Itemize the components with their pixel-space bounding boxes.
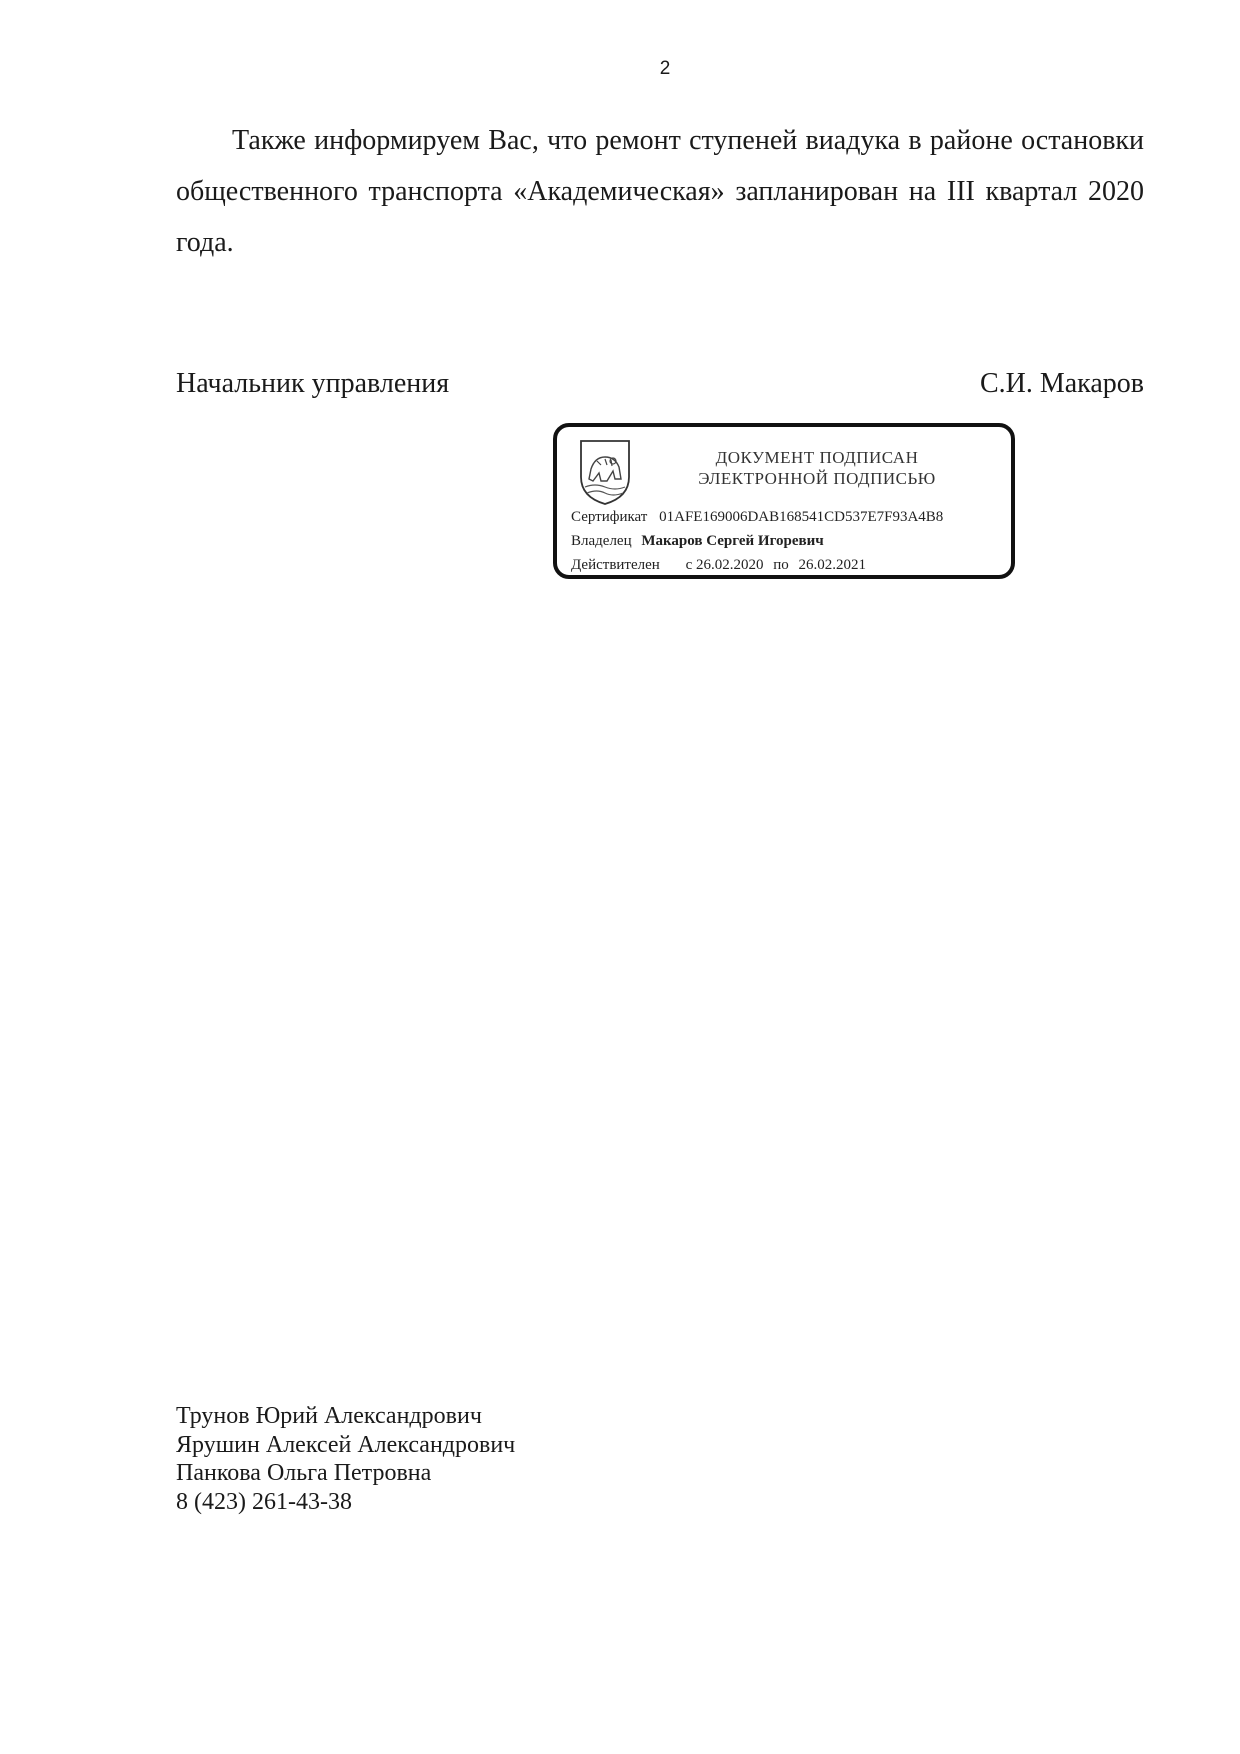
valid-to-label: по — [773, 557, 789, 573]
stamp-heading-line-1: ДОКУМЕНТ ПОДПИСАН — [715, 448, 919, 467]
page-number: 2 — [659, 58, 671, 79]
stamp-heading — [647, 447, 987, 489]
contacts-block — [176, 1402, 515, 1516]
valid-label: Действителен — [571, 557, 660, 573]
stamp-owner-row — [571, 531, 824, 551]
owner-label: Владелец — [571, 533, 632, 549]
certificate-value: 01AFE169006DAB168541CD537E7F93A4B8 — [659, 509, 944, 525]
owner-value: Макаров Сергей Игоревич — [641, 533, 824, 549]
valid-from: с 26.02.2020 — [685, 557, 764, 573]
contact-line: Панкова Ольга Петровна — [176, 1460, 432, 1486]
valid-to: 26.02.2021 — [798, 557, 867, 573]
stamp-certificate-row — [571, 507, 943, 527]
coat-of-arms-icon — [577, 437, 633, 507]
contact-line: Трунов Юрий Александрович — [176, 1403, 482, 1429]
certificate-label: Сертификат — [571, 509, 648, 525]
signer-position: Начальник управления — [176, 368, 450, 399]
stamp-heading-line-2: ЭЛЕКТРОННОЙ ПОДПИСЬЮ — [698, 469, 936, 488]
contact-line: Ярушин Алексей Александрович — [176, 1431, 516, 1458]
signer-name: С.И. Макаров — [979, 368, 1144, 399]
stamp-validity-row — [571, 555, 866, 575]
signature-row — [176, 366, 1144, 402]
body-paragraph: Также информируем Вас, что ремонт ступеней виадука в районе остановки общественного транспорта «Академическая» запланирован на III квартал 2020 года. — [176, 125, 1144, 258]
contact-phone: 8 (423) 261-43-38 — [176, 1488, 352, 1515]
e-signature-stamp — [553, 423, 1015, 579]
